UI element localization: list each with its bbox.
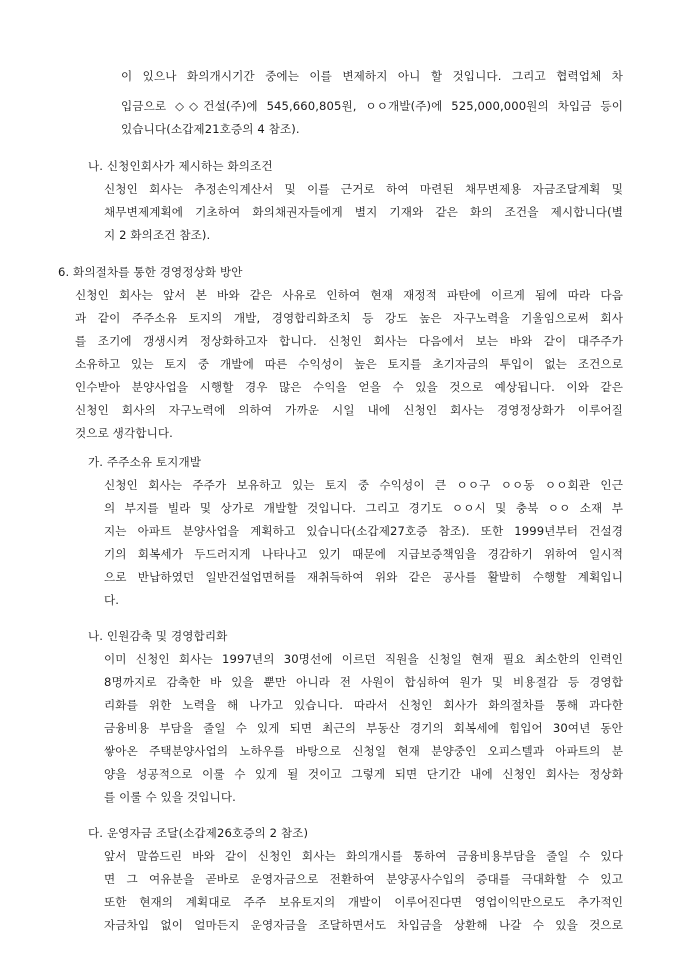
section-heading-na-conditions: 나. 신청인회사가 제시하는 화의조건 — [88, 159, 273, 173]
paragraph-line: 신청인 회사의 자구노력에 의하여 가까운 시일 내에 신청인 회사는 경영정상화가 이루어질 — [75, 403, 623, 417]
paragraph-line: 소유하고 있는 토지 중 개발에 따른 수익성이 높은 토지를 초기자금의 투입이 없는 조건으로 — [75, 357, 623, 371]
paragraph-line: 으로 반납하였던 일반건설업면허를 재취득하여 위와 같은 공사를 활발히 수행할 계획입니 — [104, 570, 623, 584]
paragraph-line: 의 부지를 빌라 및 상가로 개발할 것입니다. 그리고 경기도 ㅇㅇ시 및 충북 ㅇㅇ 소재 부 — [104, 501, 623, 515]
section-heading-na-restructuring: 나. 인원감축 및 경영합리화 — [88, 629, 228, 643]
paragraph-line: 자금차입 없이 얼마든지 운영자금을 조달하면서도 차입금을 상환해 나갈 수 있을 것으로 — [104, 918, 623, 932]
paragraph-line: 지 2 화의조건 참조). — [104, 228, 211, 242]
paragraph-line: 이 있으나 화의개시기간 중에는 이를 변제하지 아니 할 것입니다. 그리고 협력업체 차 — [121, 69, 623, 83]
paragraph-line: 앞서 말씀드린 바와 같이 신청인 회사는 화의개시를 통하여 금융비용부담을 줄일 수 있다 — [104, 849, 623, 863]
paragraph-line: 입금으로 ◇◇건설(주)에 545,660,805원, ㅇㅇ개발(주)에 525,000,000원의 차입금 등이 — [121, 99, 623, 113]
paragraph-line: 신청인 회사는 앞서 본 바와 같은 사유로 인하여 현재 재정적 파탄에 이르게 됨에 따라 다음 — [75, 288, 623, 302]
paragraph-line: 양을 성공적으로 이룰 수 있게 될 것이고 그렇게 되면 단기간 내에 신청인 회사는 정상화 — [104, 767, 623, 781]
section-heading-da: 다. 운영자금 조달(소갑제26호증의 2 참조) — [88, 826, 309, 840]
paragraph-line: 금융비용 부담을 줄일 수 있게 되면 최근의 부동산 경기의 회복세에 힘입어 30여년 동안 — [104, 721, 623, 735]
paragraph-line: 기의 회복세가 두드러지게 나타나고 있기 때문에 지급보증책임을 경감하기 위하여 일시적 — [104, 547, 623, 561]
section-heading-ga: 가. 주주소유 토지개발 — [88, 455, 202, 469]
paragraph-line: 쌓아온 주택분양사업의 노하우를 바탕으로 신청일 현재 분양중인 오피스텔과 아파트의 분 — [104, 744, 623, 758]
paragraph-line: 신청인 회사는 주주가 보유하고 있는 토지 중 수익성이 큰 ㅇㅇ구 ㅇㅇ동 ㅇㅇ회관 인근 — [104, 478, 623, 492]
paragraph-line: 것으로 생각합니다. — [75, 426, 173, 440]
paragraph-line: 또한 현재의 계획대로 주주 보유토지의 개발이 이루어진다면 영업이익만으로도 추가적인 — [104, 895, 623, 909]
paragraph-line: 리화를 위한 노력을 해 나가고 있습니다. 따라서 신청인 회사가 화의절차를 통해 과다한 — [104, 698, 623, 712]
paragraph-line: 인수받아 분양사업을 시행할 경우 많은 수익을 얻을 수 있을 것으로 예상됩니다. 이와 같은 — [75, 380, 623, 394]
paragraph-line: 를 조기에 갱생시켜 정상화하고자 합니다. 신청인 회사는 다음에서 보는 바와 같이 대주주가 — [75, 334, 623, 348]
paragraph-line: 다. — [104, 593, 120, 607]
section-heading-6: 6. 화의절차를 통한 경영정상화 방안 — [58, 265, 243, 279]
paragraph-line: 신청인 회사는 추정손익계산서 및 이를 근거로 하여 마련된 채무변제용 자금조달계획 및 — [104, 182, 623, 196]
paragraph-line: 있습니다(소갑제21호증의 4 참조). — [121, 122, 300, 136]
paragraph-line: 과 같이 주주소유 토지의 개발, 경영합리화조치 등 강도 높은 자구노력을 기울임으로써 회사 — [75, 311, 623, 325]
paragraph-line: 를 이룰 수 있을 것입니다. — [104, 790, 236, 804]
paragraph-line: 채무변제계획에 기초하여 화의채권자들에게 별지 기재와 같은 화의 조건을 제시합니다(별 — [104, 205, 623, 219]
paragraph-line: 면 그 여유분을 곧바로 운영자금으로 전환하여 분양공사수입의 증대를 극대화할 수 있고 — [104, 872, 623, 886]
paragraph-line: 8명까지로 감축한 바 있을 뿐만 아니라 전 사원이 합심하여 원가 및 비용절감 등 경영합 — [104, 675, 623, 689]
paragraph-line: 이미 신청인 회사는 1997년의 30명선에 이르던 직원을 신청일 현재 필요 최소한의 인력인 — [104, 652, 623, 666]
paragraph-line: 지는 아파트 분양사업을 계획하고 있습니다(소갑제27호증 참조). 또한 1999년부터 건설경 — [104, 524, 623, 538]
